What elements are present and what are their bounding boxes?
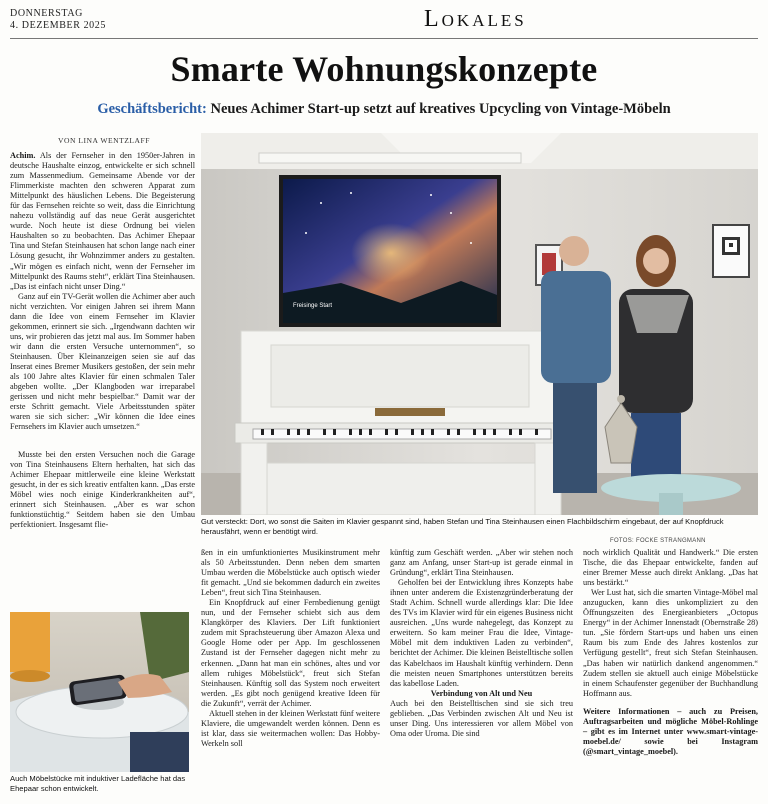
column-4 xyxy=(583,548,758,757)
paragraph-text: Als der Fernseher in den 1950er-Jahren in deutsche Haushalte einzog, entwickelte er sich schnell zum Massenmedium. Gemeinsame Abende vor der Flimmerkiste machten den schweren Apparat zum Mittelpunkt des häuslichen Lebens. Die Begeisterung für das Fernsehen reichte so weit, dass die Einrichtung nahezu vollständig auf das neue Gerät ausgerichtet wurde. Noch heute ist diese Ordnung bei vielen Haushalten so zu beobachten. Das Achimer Ehepaar Tina und Stefan Steinhausen hat schon lange nach einer Lösung gesucht, ihr Wohnzimmer anders zu gestalten. „Wir mögen es einfach nicht, wenn der Fernseher im Mittelpunkt des Raums steht“, erklärt Tina Steinhausen. „Das ist einfach nicht unser Ding.“ xyxy=(10,151,196,291)
paragraph xyxy=(10,151,195,292)
photo-credit: FOTOS: FOCKE STRANGMANN xyxy=(610,538,706,544)
dateline: Achim. xyxy=(10,151,36,160)
masthead-day: DONNERSTAG xyxy=(10,8,83,19)
paragraph: noch wirklich Qualität und Handwerk.“ Die ersten Tische, die das Ehepaar entwickelte, fanden auf einer Bremer Messe auch direkt Anklang. „Das hat uns bestärkt.“ xyxy=(583,548,758,588)
kicker: Geschäftsbericht: xyxy=(97,101,207,117)
column-3 xyxy=(390,548,573,739)
paragraph: Geholfen bei der Entwicklung ihres Konzepts habe ihnen unter anderem die Existenzgründerberatung der Stadt Achim. Schnell wurde allerdings klar: Die Idee des TVs im Klavier wird für ein eigenes Business nicht ausreichen. „Uns wurde nahegelegt, das Konzept zu erweitern. So kam meiner Frau die Idee, Vintage-Möbel mit dem induktiven Laden zu verbinden“, berichtet der Achimer. Die kleinen Beistelltische sollen das Kabelchaos im Haushalt künftig verhindern. Denn die meisten neuen Smartphones unterstützen bereits das kabellose Laden. xyxy=(390,578,573,688)
section-subheading: Verbindung von Alt und Neu xyxy=(430,688,533,698)
column-1-bottom xyxy=(10,450,195,530)
paragraph: Wer Lust hat, sich die smarten Vintage-Möbel mal anzugucken, kann dies unkompliziert zu den Öffnungszeiten des Energieanbieters „Octopus Energy“ in der Achimer Innenstadt (Obernstraße 28) tun. „Sie fördern Start-ups und haben uns einen Raum bis zum Ende des Jahres kostenlos zur Verfügung gestellt“, freut sich Stefan Steinhausen. „Das haben wir natürlich dankend angenommen.“ Zudem stellen sie aktuell auch einige Möbelstücke in einem Schaufenster gegenüber der Buchhandlung Hoffmann aus. xyxy=(583,588,758,698)
masthead-full-date: 4. DEZEMBER 2025 xyxy=(10,20,106,31)
paragraph: Aktuell stehen in der kleinen Werkstatt fünf weitere Klaviere, die umgewandelt werden können. Denn es ist klar, dass sie weitermachen wollen: Das Hobby-Werkeln soll xyxy=(201,708,380,748)
masthead-date xyxy=(10,8,106,32)
info-box: Weitere Informationen – auch zu Preisen, Auftragsarbeiten und mögliche Möbel-Rohlinge – gibt es im Internet unter www.smart-vintage-moebel.de/ sowie bei Instagram (@smart_vintage_moebel). xyxy=(583,706,758,756)
column-1 xyxy=(10,151,195,432)
header-divider xyxy=(10,38,758,39)
charging-table-illustration xyxy=(10,612,189,772)
paragraph: ßen in ein umfunktioniertes Musikinstrument mehr als 50 Arbeitsstunden. Denn neben dem smarten Umbau werden die Möbelstücke auch optisch wieder fit gemacht. „Und sie bekommen dadurch ein zweites Leben“, freut sich Tina Steinhausen. xyxy=(201,548,380,598)
paragraph: Ein Knopfdruck auf einer Fernbedienung genügt nun, und der Fernseher schiebt sich aus dem Klangkörper des Klaviers. Der Lift funktioniert zudem mit Sprachsteuerung über Amazon Alexa und Google Home oder per App. Im geschlossenen Zustand ist der Fernseher dagegen nicht mehr zu erkennen. „Dann hat man ein schönes, altes und vor allem ruhiges Möbelstück“, freut sich Stefan Steinhausen. Künftig soll das System noch erweitert werden. „Es gibt noch genügend kreative Ideen für die Zukunft“, verrät der Achimer. xyxy=(201,598,380,708)
small-photo-caption: Auch Möbelstücke mit induktiver Ladefläche hat das Ehepaar schon entwickelt. xyxy=(10,774,186,793)
article-headline: Smarte Wohnungskonzepte xyxy=(170,49,598,89)
subheadline-text: Neues Achimer Start-up setzt auf kreatives Upcycling von Vintage-Möbeln xyxy=(210,101,671,117)
small-photo xyxy=(10,612,189,772)
main-photo-caption: Gut versteckt: Dort, wo sonst die Saiten im Klavier gespannt sind, haben Stefan und Tina Steinhausen einen Flachbildschirm eingebaut, der auf Knopfdruck herausfährt, wenn er benötigt wird. xyxy=(201,517,724,536)
paragraph: künftig zum Geschäft werden. „Aber wir stehen noch ganz am Anfang, unser Start-up ist gerade einmal in Gründung“, erklärt Tina Steinhausen. xyxy=(390,548,573,578)
paragraph: Musste bei den ersten Versuchen noch die Garage von Tina Steinhausens Eltern herhalten, hat sich das Achimer Ehepaar mittlerweile eine kleine Werkstatt gesucht, in der es sich kreativ entfalten kann. „Das erste Möbel wies noch einige Kinderkrankheiten auf“, erinnert sich Steinhausen. „Aber es war schon funktionstüchtig.“ Seitdem haben sie den Umbau perfektioniert. Insgesamt flie- xyxy=(10,450,195,530)
byline: VON LINA WENTZLAFF xyxy=(58,136,150,145)
column-2 xyxy=(201,548,380,749)
tv-screen-text: Freisinge Start xyxy=(293,303,333,309)
paragraph: Ganz auf ein TV-Gerät wollen die Achimer aber auch nicht verzichten. Vor einigen Jahren sei ihrem Mann dann die Idee von einem Fernseher im Klavier gekommen, erinnert sie sich. „Irgendwann dachten wir uns, wir probieren das jetzt mal aus. Im Sommer haben wir dann die ersten Versuche unternommen“, so Steinhausen. Über Kleinanzeigen seien sie auf das Inserat eines Bremer Musikers gestoßen, der sein mehr als 100 Jahre altes Klavier für einen schmalen Taler abgeben wollte. „Der Klangboden war irreparabel gerissen und nicht mehr bespielbar.“ Damit war der erste Schritt gemacht. Viele Arbeitsstunden später waren sie sich sicher: „Wir können die Idee eines Fernsehers im Klavier auch umsetzen.“ xyxy=(10,291,195,432)
piano-tv-illustration xyxy=(201,133,758,515)
article-subheadline xyxy=(0,101,768,118)
section-title: Lokales xyxy=(424,6,527,32)
paragraph: Auch bei den Beistelltischen sind sie sich treu geblieben. „Das Verbinden zwischen Alt und Neu ist unser Ding. Uns interessieren vor allem Möbel von Oma oder Uroma. Die sind xyxy=(390,698,573,738)
main-photo xyxy=(201,133,758,515)
